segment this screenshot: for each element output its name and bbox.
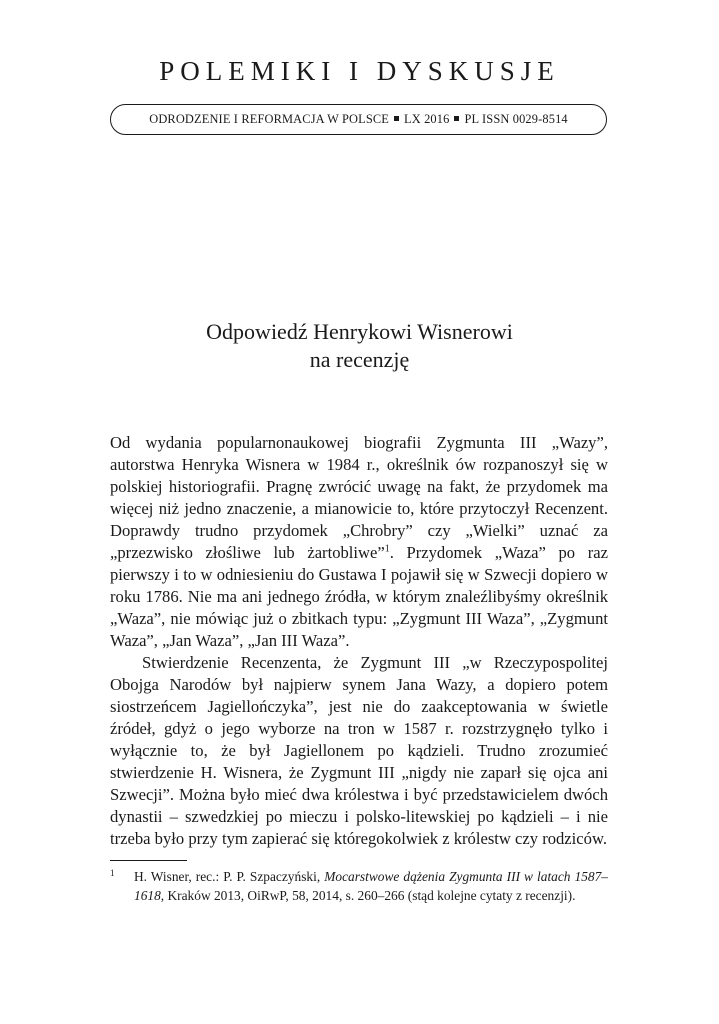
- footnote-book-title: Mocarstwowe dążenia Zygmunta III w latach 1587–1618: [134, 869, 608, 903]
- footnote-text: [110, 867, 608, 905]
- paragraph-1-part-a: Od wydania popularnonaukowej biografii Zygmunta III „Wazy”, autorstwa Henryka Wisnera w 1984 r., określnik ów rozpanoszył się w polskiej historiografii. Pragnę zwrócić uwagę na fakt, że przydomek ma więcej niż jedno znaczenie, a mianowicie to, które przytoczył Recenzent. Doprawdy trudno przydomek „Chrobry” czy „Wielki” uznać za „przezwisko złośliwe lub żartobliwe”: [110, 433, 608, 562]
- article-title: [0, 318, 719, 374]
- journal-name: ODRODZENIE I REFORMACJA W POLSCE: [149, 112, 390, 126]
- footnote-text-part-b: , Kraków 2013, OiRwP, 58, 2014, s. 260–266 (stąd kolejne cytaty z recenzji).: [160, 888, 576, 903]
- footnote-text-part-a: H. Wisner, rec.: P. P. Szpaczyński,: [134, 869, 325, 884]
- footnote: [110, 867, 608, 905]
- square-separator-icon: [454, 116, 459, 121]
- square-separator-icon: [394, 116, 399, 121]
- article-title-line-2: na recenzję: [309, 347, 410, 372]
- journal-volume: LX 2016: [404, 112, 450, 126]
- article-body: [110, 432, 608, 850]
- footnote-number: 1: [110, 868, 115, 878]
- paragraph-1-part-b: . Przydomek „Waza” po raz pierwszy i to w odniesieniu do Gustawa I pojawił się w Szwecji dopiero w roku 1786. Nie ma ani jednego źródła, w którym znaleźlibyśmy określnik „Waza”, nie mówiąc już o zbitkach typu: „Zygmunt III Waza”, „Zygmunt Waza”, „Jan Waza”, „Jan III Waza”.: [110, 543, 608, 650]
- article-title-line-1: Odpowiedź Henrykowi Wisnerowi: [206, 319, 513, 344]
- section-title: POLEMIKI I DYSKUSJE: [159, 56, 560, 86]
- journal-info-box: [110, 104, 607, 135]
- footnote-divider: [110, 860, 187, 861]
- journal-issn: PL ISSN 0029-8514: [464, 112, 568, 126]
- footnote-reference[interactable]: 1: [384, 543, 390, 555]
- paragraph-2: Stwierdzenie Recenzenta, że Zygmunt III „w Rzeczypospolitej Obojga Narodów był najpierw synem Jana Wazy, a dopiero potem siostrzeńcem Jagiellończyka”, jest nie do zaakceptowania w świetle źródeł, gdyż o jego wyborze na tron w 1587 r. rozstrzygnęło tylko i wyłącznie to, że był Jagiellonem po kądzieli. Trudno zrozumieć stwierdzenie H. Wisnera, że Zygmunt III „nigdy nie zaparł się ojca ani Szwecji”. Można było mieć dwa królestwa i być przedstawicielem dwóch dynastii – szwedzkiej po mieczu i polsko-litewskiej po kądzieli – i nie trzeba było przy tym zapierać się któregokolwiek z królestw czy rodziców.: [110, 653, 608, 848]
- paragraph-1: [110, 432, 608, 652]
